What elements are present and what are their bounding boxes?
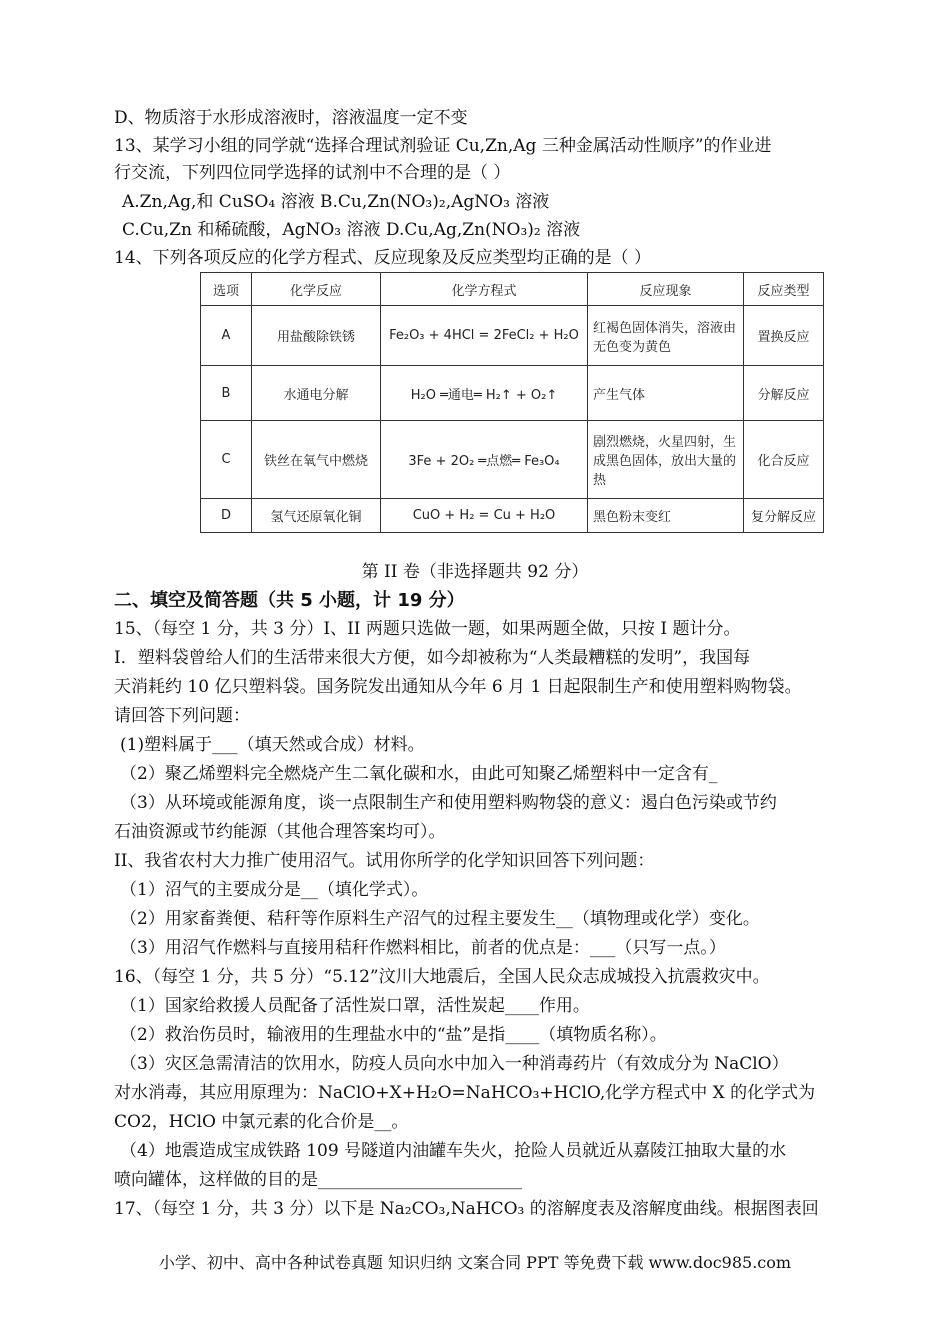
q15-sub2: （2）聚乙烯塑料完全燃烧产生二氧化碳和水，由此可知聚乙烯塑料中一定含有_ [120,764,718,784]
q13-stem: 13、某学习小组的同学就“选择合理试剂验证 Cu,Zn,Ag 三种金属活动性顺序”的作业进 [114,136,772,156]
row-type: 置换反应 [744,306,824,366]
q16-sub3-cont: 对水消毒，其应用原理为：NaClO+X+H₂O=NaHCO₃+HClO,化学方程式中 X 的化学式为 [114,1083,816,1103]
col-phenomenon-header: 反应现象 [588,273,744,306]
section-heading: 二、填空及简答题（共 5 小题，计 19 分） [114,590,465,611]
table-row [201,421,824,499]
table-header-row [201,273,824,306]
q13-options-ab: A.Zn,Ag,和 CuSO₄ 溶液 B.Cu,Zn(NO₃)₂,AgNO₃ 溶液 [122,192,550,212]
q15-part1-intro: I．塑料袋曾给人们的生活带来很大方便，如今却被称为“人类最糟糕的发明”，我国每 [114,648,751,668]
table-row [201,366,824,421]
row-equation: 3Fe + 2O₂ ═点燃═ Fe₃O₄ [381,421,588,499]
q14-stem: 14、下列各项反应的化学方程式、反应现象及反应类型均正确的是（ ） [114,248,652,268]
q16-stem: 16、（每空 1 分，共 5 分）“5.12”汶川大地震后，全国人民众志成城投入抗震救灾中。 [114,967,770,987]
row-equation: CuO + H₂ = Cu + H₂O [381,499,588,533]
q17-stem: 17、（每空 1 分，共 3 分）以下是 Na₂CO₃,NaHCO₃ 的溶解度表及溶解度曲线。根据图表回 [114,1199,819,1219]
table-row [201,499,824,533]
q15-stem: 15、（每空 1 分，共 3 分）I、II 两题只选做一题，如果两题全做，只按 I 题计分。 [114,619,741,639]
q14-table [200,272,824,533]
q15-prompt: 请回答下列问题： [114,706,250,726]
table-row [201,306,824,366]
row-equation: H₂O ═通电═ H₂↑ + O₂↑ [381,366,588,421]
col-reaction-header: 化学反应 [252,273,381,306]
row-phenomenon: 剧烈燃烧，火星四射，生成黑色固体，放出大量的热 [588,421,744,499]
row-type: 复分解反应 [744,499,824,533]
q12-option-d: D、物质溶于水形成溶液时，溶液温度一定不变 [114,108,468,128]
row-type: 化合反应 [744,421,824,499]
row-reaction: 氢气还原氧化铜 [252,499,381,533]
row-phenomenon: 产生气体 [588,366,744,421]
q15-sub3: （3）从环境或能源角度，谈一点限制生产和使用塑料购物袋的意义：遏白色污染或节约 [120,793,777,813]
row-reaction: 铁丝在氧气中燃烧 [252,421,381,499]
q16-sub3-cont2: CO2，HClO 中氯元素的化合价是__。 [114,1112,409,1132]
q15-part2-intro: II、我省农村大力推广使用沼气。试用你所学的化学知识回答下列问题： [114,851,655,871]
q15-part1-intro-cont: 天消耗约 10 亿只塑料袋。国务院发出通知从今年 6 月 1 日起限制生产和使用塑料购物袋。 [114,677,802,697]
row-option: D [201,499,252,533]
row-option: A [201,306,252,366]
q13-stem-cont: 行交流，下列四位同学选择的试剂中不合理的是（ ） [114,163,511,183]
row-equation: Fe₂O₃ + 4HCl = 2FeCl₂ + H₂O [381,306,588,366]
q15-part2-sub3: （3）用沼气作燃料与直接用秸秆作燃料相比，前者的优点是：___（只写一点。） [120,938,726,958]
q15-sub1: (1)塑料属于___（填天然或合成）材料。 [120,735,425,755]
q15-sub3-cont: 石油资源或节约能源（其他合理答案均可）。 [114,822,446,842]
row-type: 分解反应 [744,366,824,421]
q15-part2-sub2: （2）用家畜粪便、秸秆等作原料生产沼气的过程主要发生__（填物理或化学）变化。 [120,909,760,929]
row-reaction: 水通电分解 [252,366,381,421]
q15-part2-sub1: （1）沼气的主要成分是__（填化学式）。 [120,880,429,900]
row-phenomenon: 黑色粉末变红 [588,499,744,533]
col-equation-header: 化学方程式 [381,273,588,306]
page-footer: 小学、初中、高中各种试卷真题 知识归纳 文案合同 PPT 等免费下载 www.doc985.com [158,1253,792,1272]
col-type-header: 反应类型 [744,273,824,306]
q16-sub3: （3）灾区急需清洁的饮用水，防疫人员向水中加入一种消毒药片（有效成分为 NaClO） [120,1054,789,1074]
row-option: B [201,366,252,421]
q13-options-cd: C.Cu,Zn 和稀硫酸，AgNO₃ 溶液 D.Cu,Ag,Zn(NO₃)₂ 溶液 [122,220,581,240]
q16-sub4-cont: 喷向罐体，这样做的目的是________________________ [114,1170,522,1190]
q16-sub1: （1）国家给救援人员配备了活性炭口罩，活性炭起____作用。 [120,996,590,1016]
section-title: 第 II 卷（非选择题共 92 分） [361,562,589,582]
row-phenomenon: 红褐色固体消失，溶液由无色变为黄色 [588,306,744,366]
col-option-header: 选项 [201,273,252,306]
row-option: C [201,421,252,499]
row-reaction: 用盐酸除铁锈 [252,306,381,366]
q16-sub2: （2）救治伤员时，输液用的生理盐水中的“盐”是指____（填物质名称）。 [120,1025,667,1045]
q16-sub4: （4）地震造成宝成铁路 109 号隧道内油罐车失火，抢险人员就近从嘉陵江抽取大量的水 [120,1141,787,1161]
